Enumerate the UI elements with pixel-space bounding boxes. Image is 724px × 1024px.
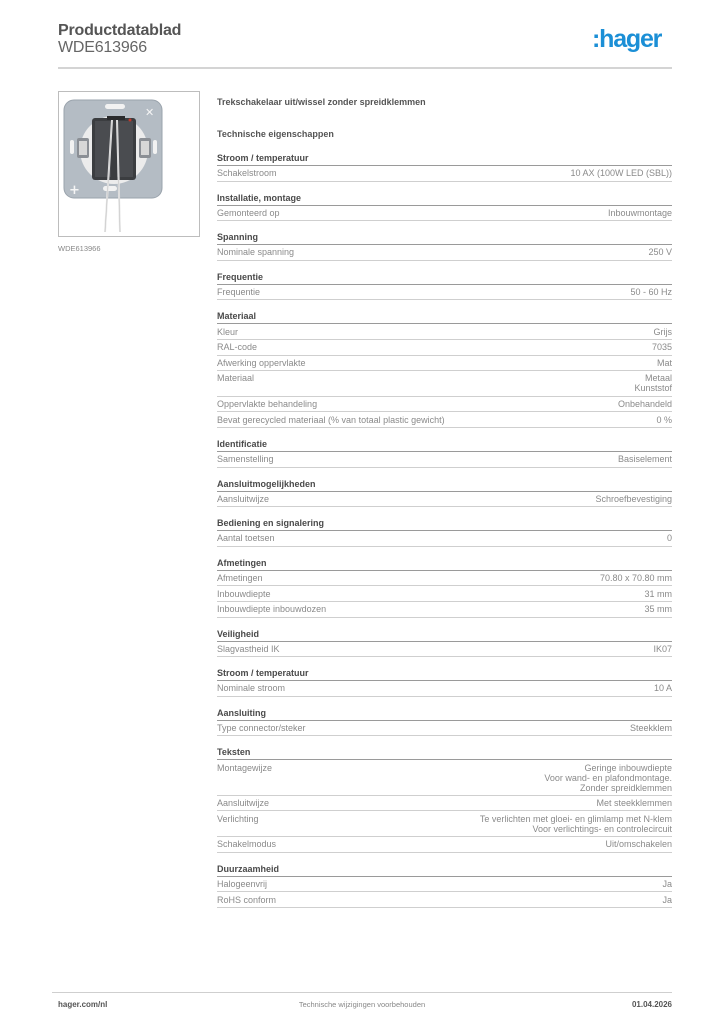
spec-label: Inbouwdiepte [217, 588, 271, 599]
spec-label: Afmetingen [217, 573, 263, 584]
spec-label: Aansluitwijze [217, 798, 270, 809]
spec-label: Inbouwdiepte inbouwdozen [217, 604, 327, 615]
spec-row [217, 877, 672, 893]
spec-label: Materiaal [217, 373, 255, 384]
spec-value [667, 533, 672, 543]
spec-value [596, 798, 672, 808]
footer-website-link[interactable]: hager.com/nl [58, 1000, 108, 1009]
section-title: Aansluitmogelijkheden [217, 478, 672, 492]
spec-label: Montagewijze [217, 762, 273, 773]
spec-section [217, 152, 672, 182]
spec-section [217, 310, 672, 428]
spec-value [657, 358, 672, 368]
spec-label: Slagvastheid IK [217, 643, 280, 654]
spec-label: Kleur [217, 326, 239, 337]
spec-value-line: 7035 [651, 342, 672, 353]
spec-value-line: Inbouwmontage [607, 207, 672, 218]
spec-value [644, 604, 672, 614]
spec-row [217, 760, 672, 796]
spec-sections [217, 152, 672, 908]
spec-value-line: 31 mm [644, 588, 672, 599]
footer-date: 01.04.2026 [631, 1000, 672, 1009]
section-title: Bediening en signalering [217, 517, 672, 531]
spec-value [662, 879, 672, 889]
spec-section [217, 517, 672, 547]
spec-content [217, 96, 672, 918]
section-title: Materiaal [217, 310, 672, 324]
spec-row [217, 324, 672, 340]
spec-value-line: Metaal [644, 373, 672, 384]
spec-value [644, 589, 672, 599]
spec-row [217, 892, 672, 908]
spec-row [217, 340, 672, 356]
spec-section [217, 628, 672, 658]
hager-logo: :hager [592, 25, 662, 53]
spec-label: Aantal toetsen [217, 533, 275, 544]
spec-row [217, 245, 672, 261]
spec-value-line: Steekklem [629, 722, 672, 733]
spec-value-line: 250 V [648, 247, 672, 258]
spec-row [217, 531, 672, 547]
spec-value [618, 454, 672, 464]
spec-row [217, 811, 672, 837]
spec-value-line: 70.80 x 70.80 mm [599, 573, 672, 584]
spec-value-line: Zonder spreidklemmen [579, 782, 672, 793]
spec-row [217, 452, 672, 468]
spec-value [662, 895, 672, 905]
spec-value [634, 373, 672, 393]
spec-value-line: Schroefbevestiging [595, 493, 672, 504]
image-caption: WDE613966 [58, 244, 101, 253]
section-title: Teksten [217, 746, 672, 760]
spec-value [605, 839, 672, 849]
spec-section [217, 478, 672, 508]
spec-row [217, 492, 672, 508]
spec-row [217, 571, 672, 587]
spec-label: Nominale spanning [217, 247, 295, 258]
spec-label: Schakelmodus [217, 839, 277, 850]
spec-section [217, 667, 672, 697]
spec-row [217, 586, 672, 602]
spec-value [480, 814, 672, 834]
section-title: Stroom / temperatuur [217, 667, 672, 681]
spec-value [648, 247, 672, 257]
spec-label: Oppervlakte behandeling [217, 399, 318, 410]
spec-label: Type connector/steker [217, 722, 306, 733]
product-name: Trekschakelaar uit/wissel zonder spreidklemmen [217, 97, 426, 107]
section-title: Veiligheid [217, 628, 672, 642]
svg-text:✕: ✕ [145, 106, 155, 119]
switch-insert-illustration [59, 92, 199, 236]
spec-value-line: Voor verlichtings- en controlecircuit [532, 823, 672, 834]
section-title: Identificatie [217, 438, 672, 452]
spec-row [217, 166, 672, 182]
page-title: Productdatablad [58, 22, 182, 39]
svg-text:+: + [69, 183, 80, 198]
spec-row [217, 371, 672, 397]
spec-label: Afwerking oppervlakte [217, 357, 306, 368]
spec-label: Schakelstroom [217, 168, 277, 179]
spec-section [217, 863, 672, 908]
spec-value-line: 50 - 60 Hz [630, 287, 672, 298]
spec-value-line: Uit/omschakelen [605, 839, 672, 850]
spec-label: Nominale stroom [217, 683, 286, 694]
spec-value-line: 10 A [653, 683, 672, 694]
spec-value-line: IK07 [653, 643, 672, 654]
spec-value-line: Ja [662, 894, 672, 905]
product-code: WDE613966 [58, 39, 147, 56]
product-image [58, 91, 200, 237]
section-title: Duurzaamheid [217, 863, 672, 877]
spec-label: Frequentie [217, 287, 261, 298]
spec-label: Samenstelling [217, 454, 274, 465]
spec-label: Gemonteerd op [217, 207, 280, 218]
spec-value-line: 10 AX (100W LED (SBL)) [570, 168, 672, 179]
spec-label: Halogeenvrij [217, 878, 268, 889]
spec-value [570, 168, 672, 178]
spec-value [608, 208, 672, 218]
spec-label: RoHS conform [217, 894, 277, 905]
spec-value [544, 763, 672, 793]
spec-label: Verlichting [217, 813, 259, 824]
spec-row [217, 721, 672, 737]
section-title: Installatie, montage [217, 192, 672, 206]
spec-value [652, 342, 672, 352]
spec-value-line: Grijs [653, 326, 672, 337]
spec-value-line: Mat [656, 357, 672, 368]
spec-value [653, 644, 672, 654]
spec-value-line: Kunststof [634, 383, 672, 394]
spec-row [217, 356, 672, 372]
spec-value [654, 683, 672, 693]
spec-value [630, 287, 672, 297]
spec-value [656, 415, 672, 425]
spec-section [217, 557, 672, 618]
section-title: Afmetingen [217, 557, 672, 571]
spec-section [217, 271, 672, 301]
spec-value-line: Voor wand- en plafondmontage. [544, 772, 672, 783]
spec-section [217, 746, 672, 852]
spec-row [217, 602, 672, 618]
spec-row [217, 642, 672, 658]
spec-row [217, 206, 672, 222]
spec-row [217, 285, 672, 301]
spec-value-line: Geringe inbouwdiepte [584, 762, 672, 773]
spec-row [217, 397, 672, 413]
spec-value-line: Basiselement [617, 454, 672, 465]
spec-section [217, 707, 672, 737]
spec-row [217, 837, 672, 853]
spec-label: Bevat gerecycled materiaal (% van totaal plastic gewicht) [217, 414, 445, 425]
spec-label: RAL-code [217, 342, 258, 353]
spec-value-line: Met steekklemmen [596, 798, 672, 809]
spec-section [217, 438, 672, 468]
footer-divider [52, 992, 672, 993]
spec-value-line: 0 [666, 533, 672, 544]
spec-value [600, 573, 672, 583]
spec-label: Aansluitwijze [217, 493, 270, 504]
spec-row [217, 412, 672, 428]
spec-value-line: 0 % [656, 414, 672, 425]
section-title: Frequentie [217, 271, 672, 285]
spec-row [217, 796, 672, 812]
section-title: Spanning [217, 231, 672, 245]
spec-value-line: 35 mm [644, 604, 672, 615]
section-title: Stroom / temperatuur [217, 152, 672, 166]
spec-value-line: Ja [662, 878, 672, 889]
section-title: Aansluiting [217, 707, 672, 721]
spec-row [217, 681, 672, 697]
spec-value [630, 723, 672, 733]
spec-value [595, 494, 672, 504]
header-divider [58, 67, 672, 69]
spec-section [217, 231, 672, 261]
tech-properties-title: Technische eigenschappen [217, 129, 334, 139]
spec-value [654, 327, 673, 337]
spec-value-line: Te verlichten met gloei- en glimlamp met N-klem [479, 813, 672, 824]
spec-section [217, 192, 672, 222]
spec-value [618, 399, 672, 409]
spec-value-line: Onbehandeld [617, 399, 672, 410]
footer-disclaimer: Technische wijzigingen voorbehouden [298, 1000, 426, 1009]
